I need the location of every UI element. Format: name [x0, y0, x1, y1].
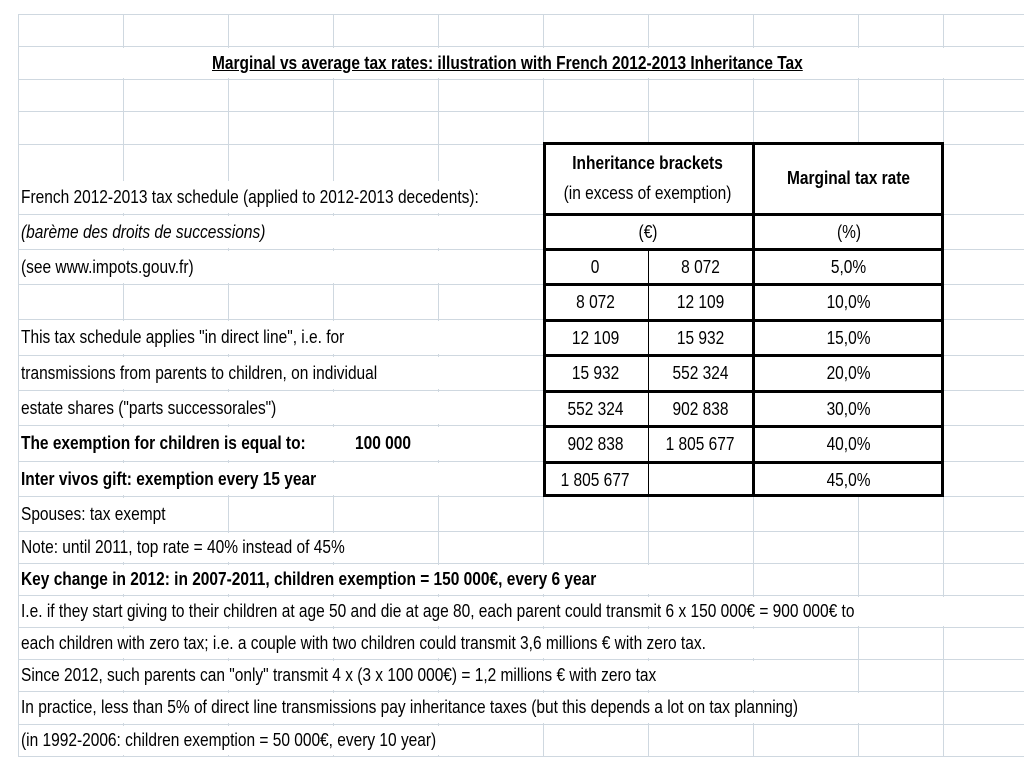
table-cell-from: 12 109 — [571, 327, 620, 348]
grid-row-line — [18, 531, 1024, 532]
grid-row-line — [18, 46, 1024, 47]
ie-note-2: each children with zero tax; i.e. a couple with two children could transmit 3,6 millions € with zero tax. — [21, 633, 706, 653]
unit-rate — [753, 214, 944, 249]
table-cell-rate: 45,0% — [826, 469, 871, 490]
key-change-note: Key change in 2012: in 2007-2011, children exemption = 150 000€, every 6 year — [21, 569, 597, 589]
grid-row-line — [18, 595, 1024, 596]
table-cell-to: 902 838 — [672, 398, 729, 419]
grid-row-line — [18, 14, 1024, 15]
page-title: Marginal vs average tax rates: illustration with French 2012-2013 Inheritance Tax — [212, 53, 803, 73]
header-marginal-rate-label: Marginal tax rate — [786, 168, 911, 188]
schedule-note: French 2012-2013 tax schedule (applied to 2012-2013 decedents): — [21, 187, 479, 207]
table-cell-from: 8 072 — [576, 291, 615, 312]
table-cell-rate: 40,0% — [826, 433, 871, 454]
grid-row-line — [18, 691, 1024, 692]
in-practice-note: In practice, less than 5% of direct line transmissions pay inheritance taxes (but this depends a lot on tax planning) — [21, 697, 799, 717]
direct-line-note-1: This tax schedule applies "in direct line", i.e. for — [21, 327, 345, 347]
unit-brackets-label: (€) — [638, 221, 658, 242]
header-brackets-subtitle: (in excess of exemption) — [564, 183, 732, 203]
table-cell-rate: 30,0% — [826, 398, 871, 419]
spouses-note: Spouses: tax exempt — [21, 504, 166, 524]
table-cell-rate: 5,0% — [830, 256, 867, 277]
bareme-note: (barème des droits de successions) — [21, 222, 266, 242]
table-cell-rate: 15,0% — [826, 327, 871, 348]
direct-line-note-2: transmissions from parents to children, on individual — [21, 363, 378, 383]
table-cell-from: 1 805 677 — [561, 469, 630, 490]
table-cell-from: 0 — [591, 256, 600, 277]
period-1992-note: (in 1992-2006: children exemption = 50 000€, every 10 year) — [21, 730, 437, 750]
grid-row-line — [18, 627, 1024, 628]
table-cell-to — [648, 462, 753, 497]
ie-note-1: I.e. if they start giving to their children at age 50 and die at age 80, each parent could transmit 6 x 150 000€ = 900 000€ to — [21, 601, 855, 621]
since-2012-note: Since 2012, such parents can "only" transmit 4 x (3 x 100 000€) = 1,2 millions € with zero tax — [21, 665, 657, 685]
grid-row-line — [18, 111, 1024, 112]
table-cell-to: 552 324 — [672, 362, 729, 383]
tax-bracket-table — [543, 142, 944, 497]
table-cell-from: 15 932 — [571, 362, 620, 383]
grid-row-line — [18, 659, 1024, 660]
table-cell-from: 902 838 — [567, 433, 624, 454]
note-2011: Note: until 2011, top rate = 40% instead of 45% — [21, 537, 345, 557]
direct-line-note-3: estate shares ("parts successorales") — [21, 398, 277, 418]
table-cell-to: 1 805 677 — [666, 433, 735, 454]
table-border — [543, 142, 944, 145]
inter-vivos-note: Inter vivos gift: exemption every 15 year — [21, 469, 317, 489]
table-cell-to: 15 932 — [676, 327, 725, 348]
grid-row-line — [18, 563, 1024, 564]
exemption-label: The exemption for children is equal to: — [21, 433, 306, 453]
header-marginal-rate — [753, 142, 944, 214]
grid-row-line — [18, 724, 1024, 725]
header-brackets-title: Inheritance brackets — [572, 153, 724, 173]
header-brackets — [543, 142, 753, 214]
table-cell-to: 8 072 — [681, 256, 720, 277]
table-cell-from: 552 324 — [567, 398, 624, 419]
table-cell-rate: 20,0% — [826, 362, 871, 383]
exemption-value: 100 000 — [355, 433, 411, 453]
grid-row-line — [18, 79, 1024, 80]
unit-rate-label: (%) — [836, 221, 861, 242]
grid-row-line — [18, 756, 1024, 757]
table-cell-to: 12 109 — [676, 291, 725, 312]
table-border — [543, 494, 944, 497]
unit-brackets — [543, 214, 753, 249]
table-cell-rate: 10,0% — [826, 291, 871, 312]
source-note: (see www.impots.gouv.fr) — [21, 257, 194, 277]
